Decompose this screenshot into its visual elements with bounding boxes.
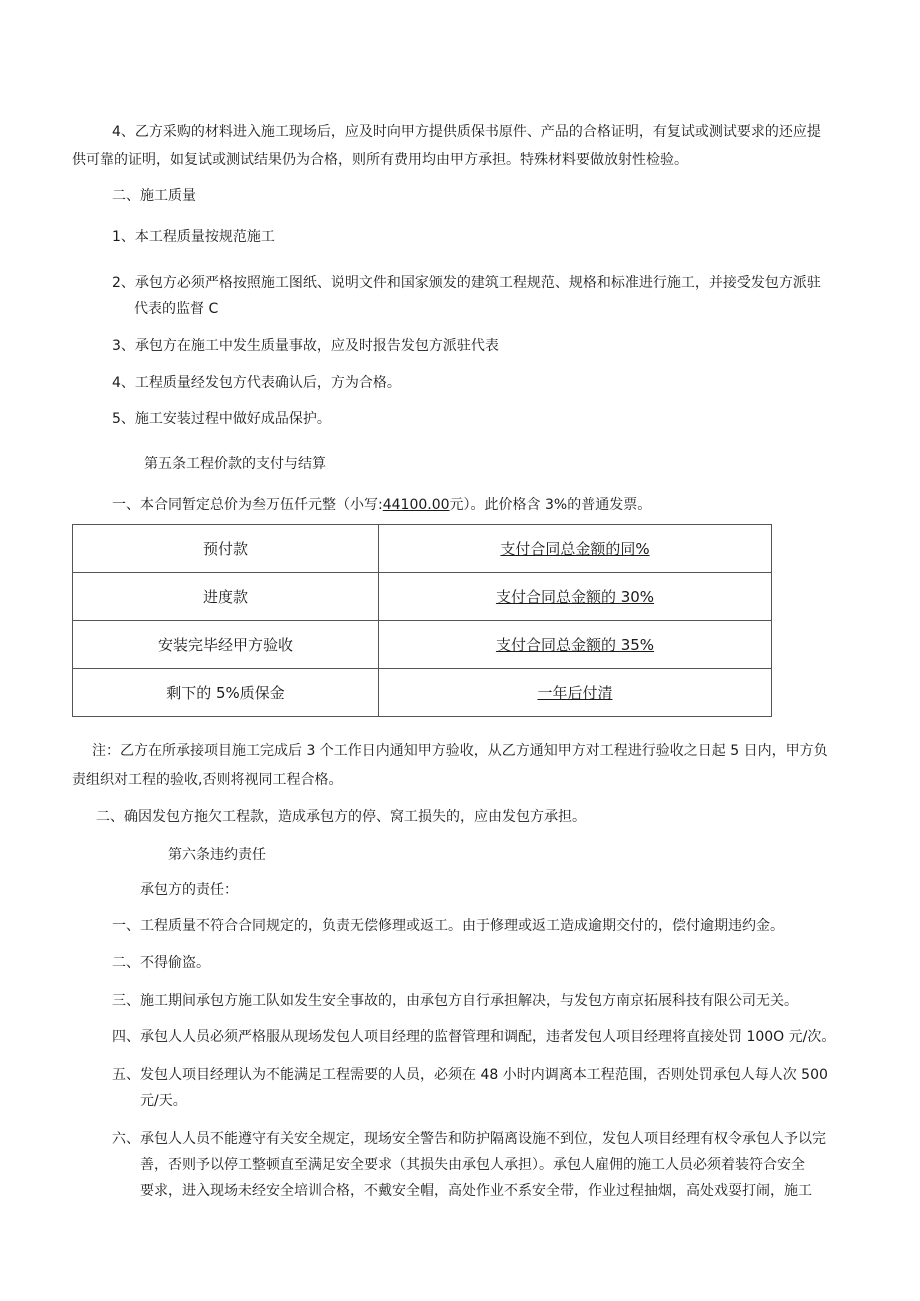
- list-item-continuation: 善，否则予以停工整顿直至满足安全要求（其损失由承包人承担）。承包人雇佣的施工人员必须着装符合安全: [140, 1157, 805, 1173]
- list-item: 五、发包人项目经理认为不能满足工程需要的人员，必须在 48 小时内调离本工程范围，否则处罚承包人每人次 500: [112, 1067, 828, 1083]
- list-item-continuation: 代表的监督 C: [134, 301, 219, 317]
- table-cell-value-text: 一年后付清: [537, 684, 613, 702]
- note-line: 责组织对工程的验收,否则将视同工程合格。: [72, 772, 343, 788]
- list-item: 二、不得偷盗。: [112, 955, 210, 971]
- paragraph-line: 二、确因发包方拖欠工程款，造成承包方的停、窝工损失的，应由发包方承担。: [96, 809, 586, 825]
- table-cell-value-text: 支付合同总金额的 35%: [495, 636, 655, 654]
- table-cell-value: [379, 525, 772, 573]
- list-item: 三、施工期间承包方施工队如发生安全事故的，由承包方自行承担解决，与发包方南京拓展科技有限公司无关。: [112, 993, 798, 1009]
- table-cell-value-text: 支付合同总金额的同%: [500, 540, 650, 558]
- list-item: 3、承包方在施工中发生质量事故，应及时报告发包方派驻代表: [112, 338, 499, 354]
- table-cell-label: 预付款: [73, 525, 379, 573]
- list-item-continuation: 要求，进入现场未经安全培训合格，不戴安全帽，高处作业不系安全带，作业过程抽烟，高处戏耍打闹，施工: [140, 1183, 812, 1199]
- table-cell-value: [379, 573, 772, 621]
- list-item: 六、承包人人员不能遵守有关安全规定，现场安全警告和防护隔离设施不到位，发包人项目经理有权令承包人予以完: [112, 1131, 826, 1147]
- table-row: [73, 669, 772, 717]
- section-heading: 二、施工质量: [112, 188, 196, 204]
- list-item: 四、承包人人员必须严格服从现场发包人项目经理的监督管理和调配，违者发包人项目经理将直接处罚 100O 元/次。: [112, 1029, 836, 1045]
- table-cell-value: [379, 621, 772, 669]
- price-suffix: 元）。此价格含 3%的普通发票。: [449, 497, 652, 513]
- list-item-continuation: 元/天。: [140, 1093, 187, 1109]
- table-cell-label: 安装完毕经甲方验收: [73, 621, 379, 669]
- table-cell-label: 剩下的 5%质保金: [73, 669, 379, 717]
- article-heading: 第六条违约责任: [168, 847, 266, 863]
- paragraph-line: 供可靠的证明，如复试或测试结果仍为合格，则所有费用均由甲方承担。特殊材料要做放射性检验。: [72, 152, 688, 168]
- list-item: 2、承包方必须严格按照施工图纸、说明文件和国家颁发的建筑工程规范、规格和标准进行施工，并接受发包方派驻: [112, 275, 821, 291]
- table-row: [73, 525, 772, 573]
- table-cell-value-text: 支付合同总金额的 30%: [495, 588, 655, 606]
- contract-price-line: [112, 496, 651, 514]
- table-row: [73, 621, 772, 669]
- price-amount: 44100.00: [382, 497, 450, 513]
- note-line: 注：乙方在所承接项目施工完成后 3 个工作日内通知甲方验收，从乙方通知甲方对工程进行验收之日起 5 日内，甲方负: [92, 743, 828, 759]
- list-item: 5、施工安装过程中做好成品保护。: [112, 411, 331, 427]
- table-row: [73, 573, 772, 621]
- table-cell-value: [379, 669, 772, 717]
- list-item: 一、工程质量不符合合同规定的，负责无偿修理或返工。由于修理或返工造成逾期交付的，偿付逾期违约金。: [112, 918, 784, 934]
- list-item: 4、工程质量经发包方代表确认后，方为合格。: [112, 375, 401, 391]
- paragraph-line: 4、乙方采购的材料进入施工现场后，应及时向甲方提供质保书原件、产品的合格证明，有复试或测试要求的还应提: [112, 124, 821, 140]
- table-cell-label: 进度款: [73, 573, 379, 621]
- list-item: 1、本工程质量按规范施工: [112, 229, 275, 245]
- sub-heading: 承包方的责任：: [140, 882, 238, 898]
- price-prefix: 一、本合同暂定总价为叁万伍仟元整（小写:: [112, 497, 383, 513]
- payment-table: [72, 524, 772, 717]
- article-heading: 第五条工程价款的支付与结算: [144, 456, 326, 472]
